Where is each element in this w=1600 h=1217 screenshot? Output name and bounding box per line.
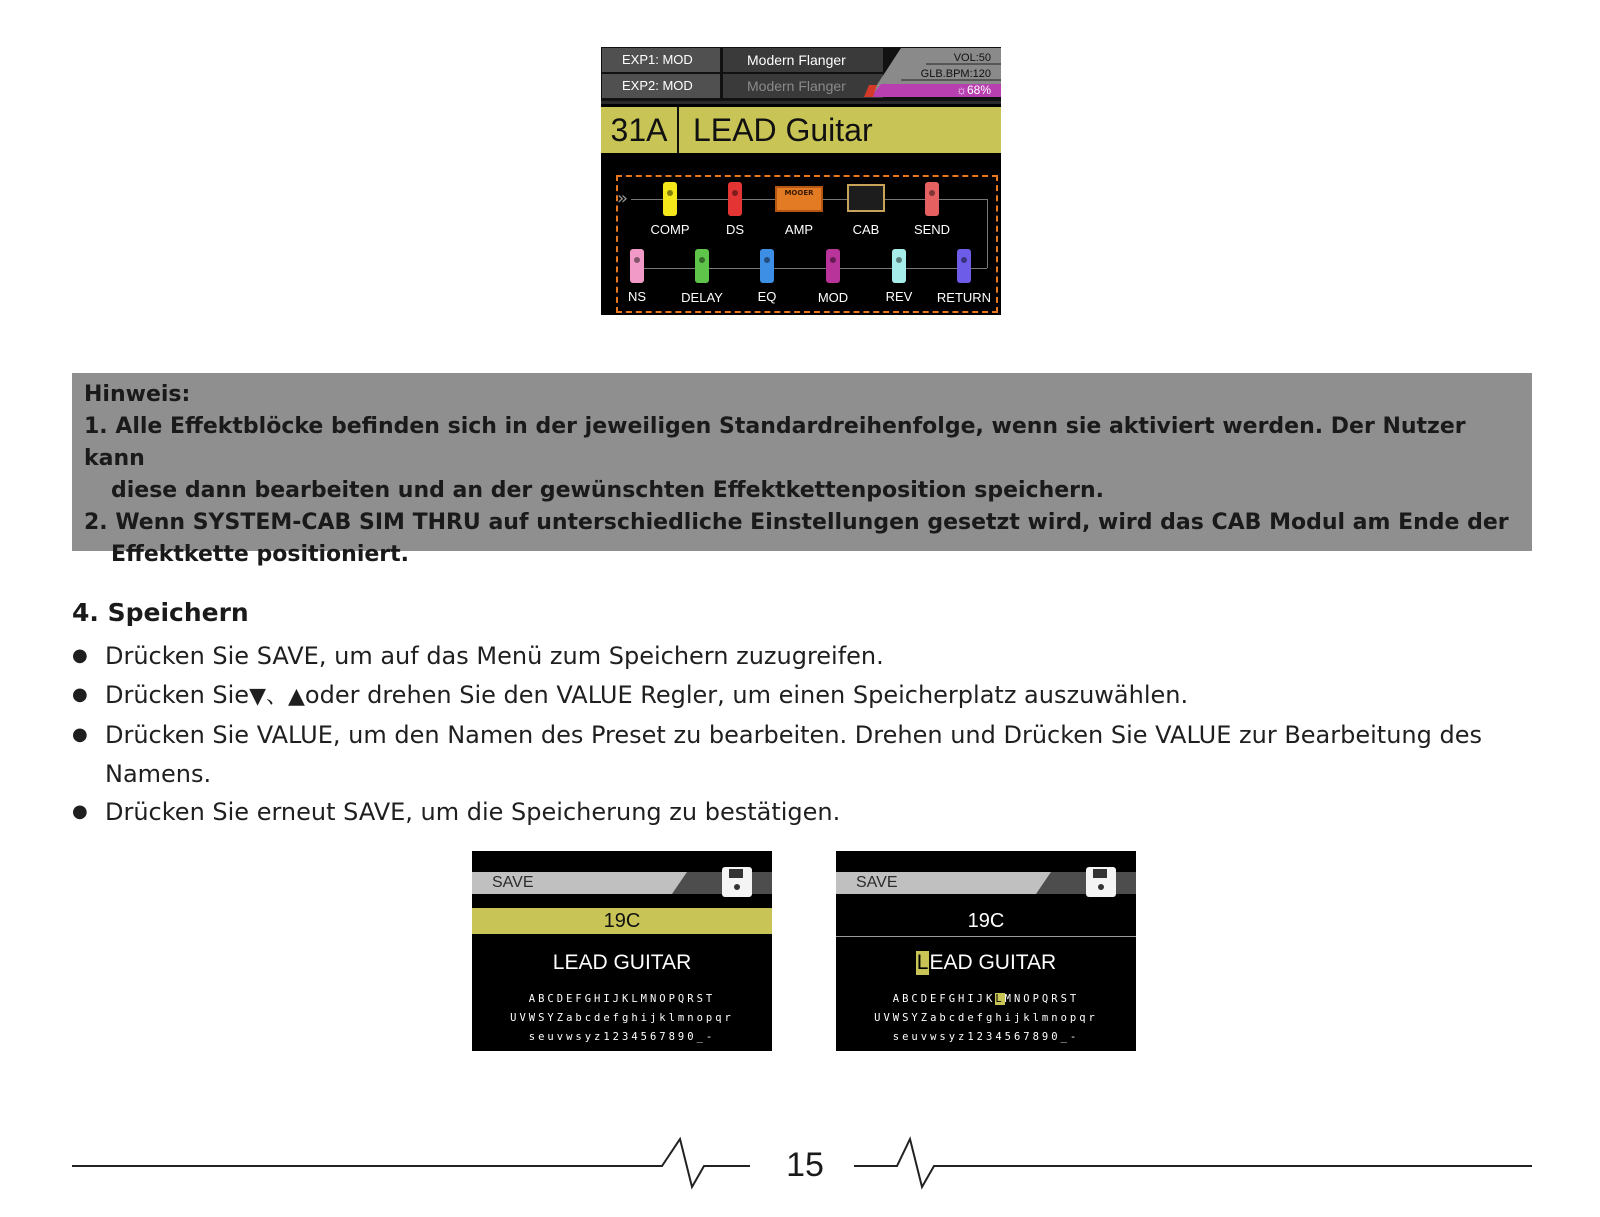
note-item-1-line-2: diese dann bearbeiten und an der gewünschten Effektkettenposition speichern.: [111, 478, 1105, 503]
charset-selected-char: L: [995, 993, 1005, 1005]
amp-logo: MOOER: [784, 189, 814, 197]
instruction-text: oder drehen Sie den VALUE Regler, um einen Speicherplatz auszuwählen.: [304, 680, 1189, 709]
chain-wire-return: [987, 199, 988, 268]
return-pedal-icon: [957, 249, 971, 283]
send-pedal-icon: [925, 182, 939, 216]
block-label-send: SEND: [913, 222, 951, 237]
slot-divider: [836, 936, 1136, 937]
device-screen: [601, 47, 1001, 315]
preset-name: LEAD GUITAR: [552, 951, 692, 974]
character-set: [836, 990, 1136, 1047]
charset-line-3: seuvwsyz1234567890_-: [528, 1031, 716, 1043]
block-label-return: RETURN: [936, 290, 992, 305]
block-label-delay: DELAY: [681, 290, 723, 305]
block-label-mod: MOD: [817, 290, 849, 305]
down-up-arrow-icon: ▼、▲: [249, 683, 305, 709]
charset-line-2: UVWSYZabcdefghijklmnopqr: [874, 1012, 1098, 1024]
delay-pedal-icon: [695, 249, 709, 283]
block-label-ds: DS: [725, 222, 745, 237]
instruction-item: [72, 676, 1522, 717]
save-screen-select-slot: [472, 851, 772, 1051]
block-label-ns: NS: [627, 289, 647, 304]
floppy-disk-icon: [1086, 867, 1116, 897]
preset-name-editing: [836, 951, 1136, 975]
note-box: [72, 373, 1532, 567]
note-title: Hinweis:: [84, 382, 191, 407]
charset-segment: MNOPQRST: [1004, 993, 1080, 1005]
section-title: 4. Speichern: [72, 598, 249, 627]
instruction-text: Drücken Sie: [105, 680, 250, 709]
ns-pedal-icon: [630, 249, 644, 283]
charset-line-1: ABCDEFGHIJKLMNOPQRST: [528, 993, 716, 1005]
name-cursor: L: [916, 951, 929, 974]
save-screen-edit-name: [836, 851, 1136, 1051]
patch-name: LEAD Guitar: [693, 112, 873, 148]
note-item-2-line-1: 2. Wenn SYSTEM-CAB SIM THRU auf unterschiedliche Einstellungen gesetzt wird, wird das CAB Modul am Ende der: [84, 510, 1509, 535]
charset-line-3: seuvwsyz1234567890_-: [892, 1031, 1080, 1043]
block-label-eq: EQ: [757, 289, 777, 304]
save-slot: 19C: [836, 908, 1136, 934]
cab-icon: [847, 184, 885, 212]
volume-text: VOL:50: [953, 52, 991, 64]
block-label-rev: REV: [885, 289, 913, 304]
save-slot: 19C: [472, 908, 772, 934]
instruction-item: ● Drücken Sie erneut SAVE, um die Speicherung zu bestätigen.: [72, 793, 1522, 832]
page-number: 15: [786, 1146, 824, 1184]
bpm-text: GLB.BPM:120: [920, 68, 991, 80]
note-item-1-line-1: 1. Alle Effektblöcke befinden sich in der jeweiligen Standardreihenfolge, wenn sie aktiviert werden. Der Nutzer kann: [84, 414, 1466, 471]
header-divider: [601, 101, 1001, 104]
block-label-comp: COMP: [650, 222, 690, 237]
chain-wire-bottom: [631, 268, 987, 269]
eq-pedal-icon: [760, 249, 774, 283]
charset-line-2: UVWSYZabcdefghijklmnopqr: [510, 1012, 734, 1024]
status-panel: [601, 47, 1001, 101]
patch-number: 31A: [601, 107, 679, 153]
exp2-effect: Modern Flanger: [723, 74, 883, 98]
exp2-label: EXP2: MOD: [602, 74, 720, 98]
rev-pedal-icon: [892, 249, 906, 283]
amp-icon: [775, 186, 823, 212]
instruction-item: ● Drücken Sie VALUE, um den Namen des Preset zu bearbeiten. Drehen und Drücken Sie VALUE zur Bearbeitung des Namens.: [72, 716, 1522, 793]
ds-pedal-icon: [728, 182, 742, 216]
comp-pedal-icon: [663, 182, 677, 216]
patch-bar: [601, 107, 1001, 153]
character-set: [472, 990, 772, 1047]
save-label: SAVE: [492, 874, 534, 891]
note-item-2-line-2: Effektkette positioniert.: [111, 542, 410, 567]
mod-pedal-icon: [826, 249, 840, 283]
chain-input-icon: »: [617, 188, 629, 209]
charset-segment: ABCDEFGHIJK: [892, 993, 996, 1005]
instruction-item: ● Drücken Sie SAVE, um auf das Menü zum Speichern zuzugreifen.: [72, 637, 1522, 676]
block-label-cab: CAB: [852, 222, 880, 237]
battery-text: ☼68%: [955, 83, 991, 97]
floppy-disk-icon: [722, 867, 752, 897]
charset-line-1: [836, 990, 1136, 1009]
exp1-label: EXP1: MOD: [602, 48, 720, 72]
save-label: SAVE: [856, 874, 898, 891]
preset-name-rest: EAD GUITAR: [929, 951, 1057, 974]
block-label-amp: AMP: [784, 222, 814, 237]
instruction-list: [72, 637, 1522, 832]
exp1-effect: Modern Flanger: [723, 48, 883, 72]
